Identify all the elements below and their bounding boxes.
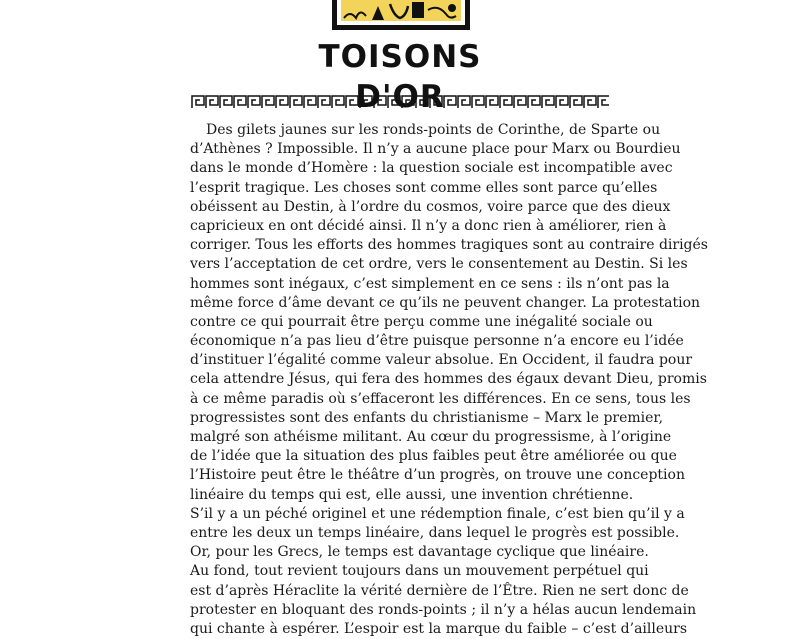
text-line: capricieux en ont décidé ainsi. Il n’y a donc rien à améliorer, rien à <box>190 217 667 234</box>
text-line: à ce même paradis où s’effaceront les différences. En ce sens, tous les <box>190 390 691 407</box>
text-line: Au fond, tout revient toujours dans un mouvement perpétuel qui <box>190 563 649 580</box>
text-line: l’esprit tragique. Les choses sont comme elles sont parce qu’elles <box>190 179 658 196</box>
text-line: linéaire du temps qui est, elle aussi, une invention chrétienne. <box>190 486 634 503</box>
text-line: contre ce qui pourrait être perçu comme une inégalité sociale ou <box>190 313 653 330</box>
text-line: d’instituer l’égalité comme valeur absolue. En Occident, il faudra pour <box>190 352 693 369</box>
cartoon-illustration <box>332 0 470 30</box>
text-line: est d’après Héraclite la vérité dernière de l’Être. Rien ne sert donc de <box>190 582 689 599</box>
text-line: protester en bloquant des ronds-points ; il n’y a hélas aucun lendemain <box>190 601 697 618</box>
text-line: progressistes sont des enfants du christianisme – Marx le premier, <box>190 409 664 426</box>
text-line: qui chante à espérer. L’espoir est la marque du faible – c’est d’ailleurs <box>190 620 688 637</box>
text-line: de l’idée que la situation des plus faibles peut être améliorée ou que <box>190 448 677 465</box>
text-line: malgré son athéisme militant. Au cœur du progressisme, à l’origine <box>190 429 672 445</box>
text-line: d’Athènes ? Impossible. Il n’y a aucune place pour Marx ou Bourdieu <box>190 141 681 158</box>
text-line: S’il y a un péché originel et une rédemption finale, c’est bien qu’il y a <box>190 505 685 522</box>
article-body <box>190 121 708 639</box>
text-line: obéissent au Destin, à l’ordre du cosmos, voire parce que des dieux <box>190 198 671 215</box>
text-line: corriger. Tous les efforts des hommes tragiques sont au contraire dirigés <box>190 237 708 254</box>
text-line: économique n’a pas lieu d’être puisque personne n’a encore eu l’idée <box>190 333 684 350</box>
text-line: Or, pour les Grecs, le temps est davantage cyclique que linéaire. <box>190 544 649 561</box>
page-title: TOISONS <box>318 39 482 75</box>
greek-key-border <box>191 94 609 110</box>
text-line: Des gilets jaunes sur les ronds-points de Corinthe, de Sparte ou <box>206 122 661 138</box>
text-line: entre les deux un temps linéaire, dans lequel le progrès est possible. <box>190 524 680 541</box>
text-line: même force d’âme devant ce qu’ils ne peuvent changer. La protestation <box>190 294 701 311</box>
text-line: l’Histoire peut être le théâtre d’un progrès, on trouve une conception <box>190 467 685 484</box>
text-line: hommes sont inégaux, c’est simplement en ce sens : ils n’ont pas la <box>190 275 670 292</box>
text-line: dans le monde d’Homère : la question sociale est incompatible avec <box>190 160 673 177</box>
text-line: cela attendre Jésus, qui fera des hommes des égaux devant Dieu, promis <box>190 371 707 388</box>
text-line: vers l’acceptation de cet ordre, vers le consentement au Destin. Si les <box>190 256 688 273</box>
